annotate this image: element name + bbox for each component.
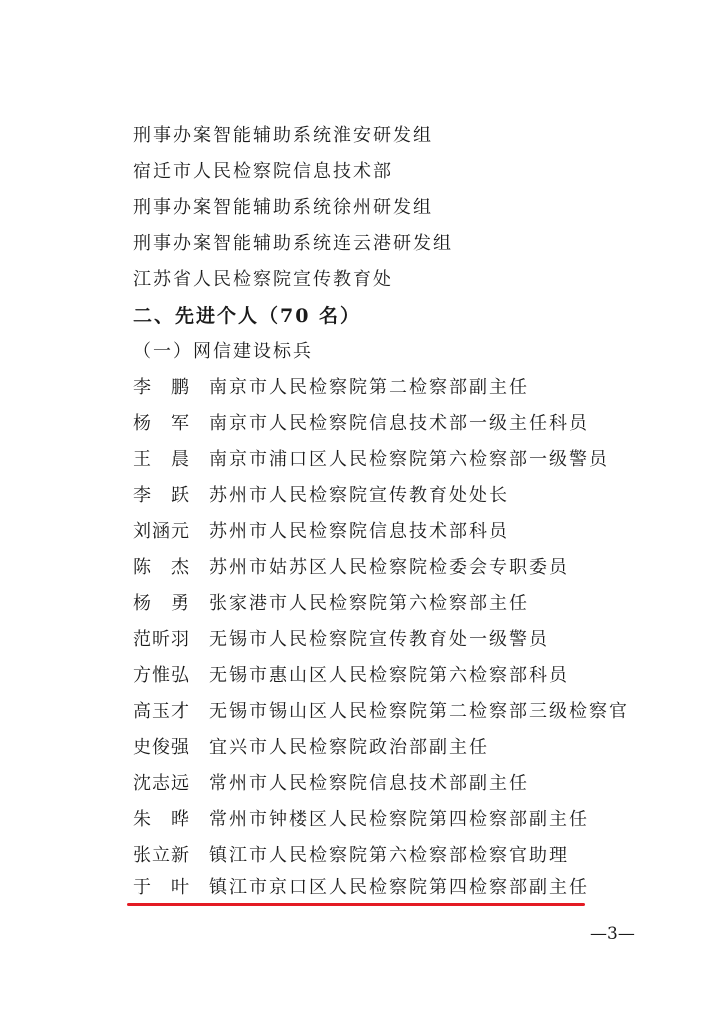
unit-line: 江苏省人民检察院宣传教育处 [133, 269, 393, 290]
person-title: 无锡市锡山区人民检察院第二检察部三级检察官 [209, 701, 629, 722]
person-name: 陈 杰 [133, 557, 190, 578]
person-row [133, 484, 509, 508]
person-row [133, 700, 629, 724]
person-name: 杨 勇 [133, 593, 190, 614]
unit-line: 宿迁市人民检察院信息技术部 [133, 161, 393, 182]
unit-line: 刑事办案智能辅助系统连云港研发组 [133, 233, 453, 254]
person-name: 王 晨 [133, 449, 190, 470]
person-row [133, 844, 569, 868]
person-title: 南京市人民检察院信息技术部一级主任科员 [209, 413, 589, 434]
person-row [133, 808, 589, 832]
person-title: 常州市人民检察院信息技术部副主任 [209, 773, 529, 794]
person-row [133, 592, 529, 616]
person-name: 李 跃 [133, 485, 190, 506]
person-name: 方惟弘 [133, 665, 190, 686]
person-row [133, 520, 509, 544]
page-number: —3— [590, 924, 635, 944]
person-row [133, 376, 529, 400]
person-name: 张立新 [133, 845, 190, 866]
person-row [133, 664, 569, 688]
unit-line: 刑事办案智能辅助系统徐州研发组 [133, 197, 433, 218]
person-row [133, 412, 589, 436]
person-row [133, 556, 569, 580]
person-name: 朱 晔 [133, 809, 190, 830]
person-title: 苏州市人民检察院宣传教育处处长 [209, 485, 509, 506]
person-row-highlighted [133, 876, 589, 900]
person-title: 南京市浦口区人民检察院第六检察部一级警员 [209, 449, 609, 470]
person-title: 张家港市人民检察院第六检察部主任 [209, 593, 529, 614]
person-title: 宜兴市人民检察院政治部副主任 [209, 737, 489, 758]
person-name: 范昕羽 [133, 629, 190, 650]
red-highlight-underline [127, 903, 585, 906]
subsection-heading: （一）网信建设标兵 [133, 341, 313, 362]
person-row [133, 448, 609, 472]
person-title: 镇江市人民检察院第六检察部检察官助理 [209, 845, 569, 866]
person-title: 无锡市人民检察院宣传教育处一级警员 [209, 629, 549, 650]
unit-line: 刑事办案智能辅助系统淮安研发组 [133, 125, 433, 146]
person-name: 沈志远 [133, 773, 190, 794]
person-title: 无锡市惠山区人民检察院第六检察部科员 [209, 665, 569, 686]
person-name: 于 叶 [133, 877, 190, 898]
person-title: 南京市人民检察院第二检察部副主任 [209, 377, 529, 398]
person-row [133, 772, 529, 796]
section-heading: 二、先进个人（70 名） [133, 305, 362, 327]
person-name: 刘涵元 [133, 521, 190, 542]
person-name: 高玉才 [133, 701, 190, 722]
person-name: 史俊强 [133, 737, 190, 758]
person-title: 镇江市京口区人民检察院第四检察部副主任 [209, 877, 589, 898]
person-title: 苏州市人民检察院信息技术部科员 [209, 521, 509, 542]
person-title: 常州市钟楼区人民检察院第四检察部副主任 [209, 809, 589, 830]
person-row [133, 628, 549, 652]
person-title: 苏州市姑苏区人民检察院检委会专职委员 [209, 557, 569, 578]
person-name: 李 鹏 [133, 377, 190, 398]
person-name: 杨 军 [133, 413, 190, 434]
person-row [133, 736, 489, 760]
